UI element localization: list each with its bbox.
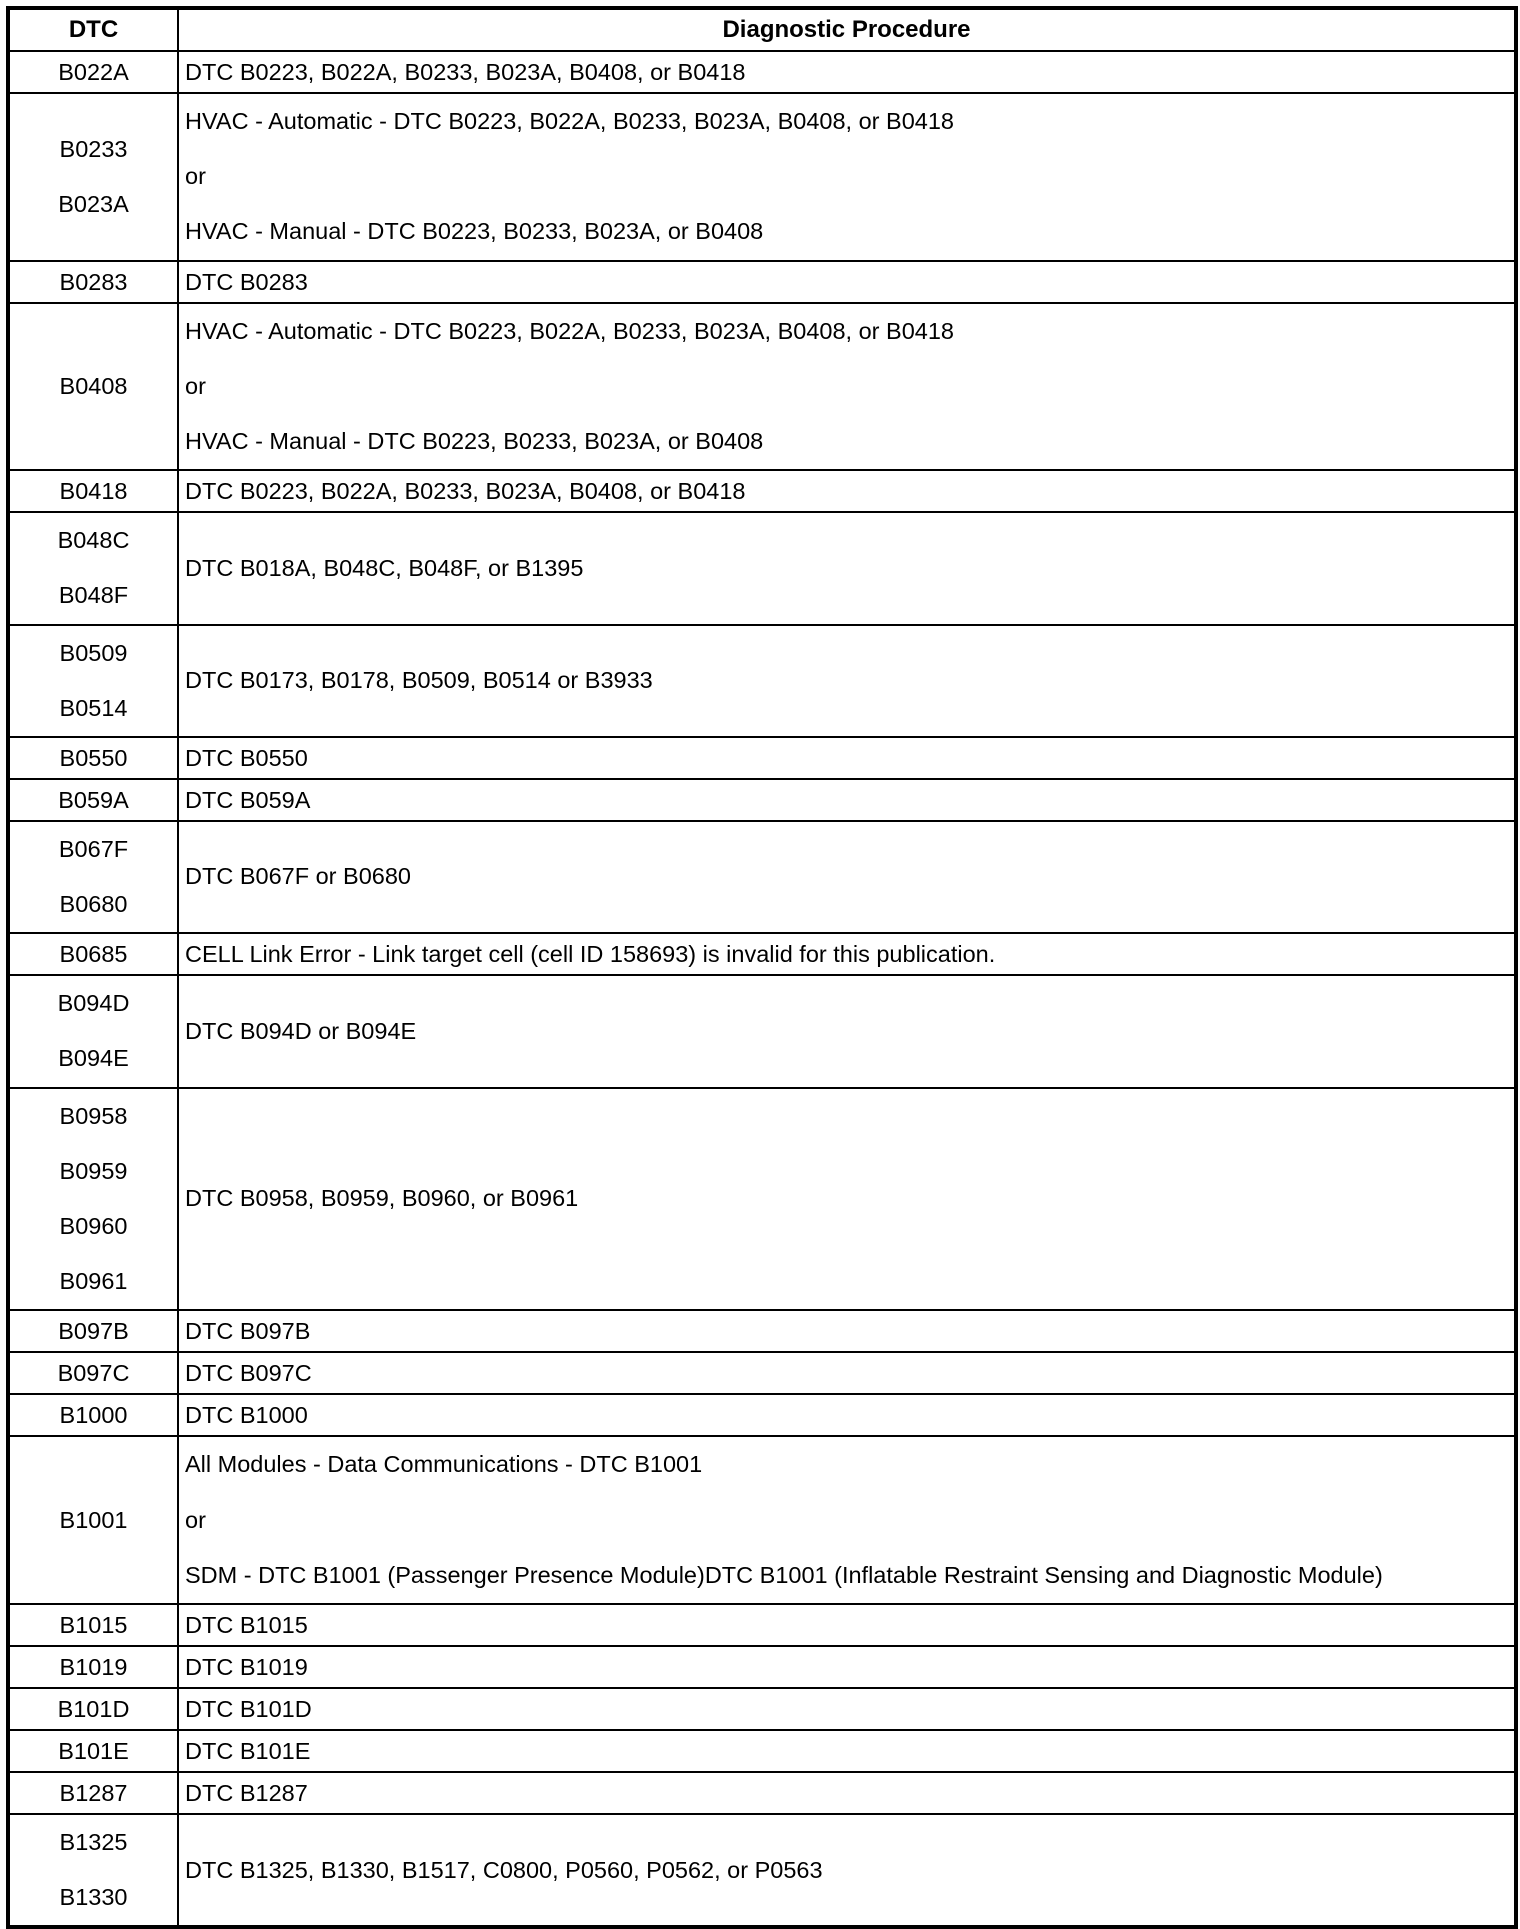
dtc-cell xyxy=(8,303,178,471)
procedure-cell xyxy=(178,779,1516,821)
dtc-code: B094D xyxy=(57,990,130,1017)
dtc-cell xyxy=(8,51,178,93)
procedure-cell xyxy=(178,1310,1516,1352)
table-row xyxy=(8,1394,1516,1436)
table-row xyxy=(8,1310,1516,1352)
procedure-cell xyxy=(178,1688,1516,1730)
dtc-cell xyxy=(8,975,178,1087)
dtc-code: B1000 xyxy=(59,1402,128,1429)
dtc-code: B067F xyxy=(58,835,129,862)
dtc-cell xyxy=(8,625,178,737)
procedure-text: DTC B018A, B048C, B048F, or B1395 xyxy=(185,554,584,581)
procedure-text: HVAC - Automatic - DTC B0223, B022A, B0233, B023A, B0408, or B0418 xyxy=(185,108,954,134)
procedure-text: DTC B067F or B0680 xyxy=(185,863,411,890)
procedure-cell xyxy=(178,625,1516,737)
table-row xyxy=(8,625,1516,737)
dtc-code: B097B xyxy=(58,1318,129,1345)
dtc-code: B0958 xyxy=(59,1102,128,1129)
procedure-text: CELL Link Error - Link target cell (cell ID 158693) is invalid for this publication. xyxy=(185,941,996,968)
table-row xyxy=(8,1688,1516,1730)
procedure-cell xyxy=(178,51,1516,93)
procedure-text: DTC B0958, B0959, B0960, or B0961 xyxy=(185,1185,579,1212)
procedure-cell xyxy=(178,1088,1516,1311)
table-row xyxy=(8,1436,1516,1604)
table-row xyxy=(8,933,1516,975)
procedure-text: DTC B097C xyxy=(185,1360,312,1387)
procedure-cell xyxy=(178,1730,1516,1772)
procedure-cell xyxy=(178,1772,1516,1814)
procedure-text: DTC B094D or B094E xyxy=(185,1017,417,1044)
table-header-row xyxy=(8,8,1516,51)
dtc-cell xyxy=(8,1394,178,1436)
procedure-text: or xyxy=(185,163,206,190)
procedure-text: or xyxy=(185,1506,206,1533)
dtc-code: B1001 xyxy=(59,1506,128,1533)
dtc-code: B1019 xyxy=(59,1653,128,1680)
procedure-text: DTC B1325, B1330, B1517, C0800, P0560, P0562, or P0563 xyxy=(185,1856,823,1883)
dtc-code: B0408 xyxy=(59,372,128,399)
table-row xyxy=(8,779,1516,821)
dtc-code: B0685 xyxy=(59,941,128,968)
dtc-code: B101E xyxy=(58,1737,129,1764)
table-row xyxy=(8,975,1516,1087)
dtc-code: B097C xyxy=(57,1360,130,1387)
dtc-code: B1287 xyxy=(59,1779,128,1806)
procedure-text: DTC B101E xyxy=(185,1737,311,1764)
procedure-cell xyxy=(178,1352,1516,1394)
dtc-code: B059A xyxy=(58,786,129,813)
table-row xyxy=(8,261,1516,303)
dtc-table xyxy=(6,6,1518,1929)
procedure-text: DTC B1019 xyxy=(185,1653,308,1680)
dtc-code: B0680 xyxy=(59,891,128,918)
dtc-cell xyxy=(8,1310,178,1352)
procedure-text: DTC B1000 xyxy=(185,1402,308,1429)
dtc-code: B0233 xyxy=(59,135,128,162)
dtc-code: B048F xyxy=(58,582,129,609)
procedure-text: HVAC - Manual - DTC B0223, B0233, B023A, or B0408 xyxy=(185,218,764,245)
procedure-cell xyxy=(178,470,1516,512)
dtc-cell xyxy=(8,779,178,821)
procedure-cell xyxy=(178,1646,1516,1688)
procedure-text: DTC B059A xyxy=(185,786,311,813)
procedure-text: DTC B0550 xyxy=(185,744,308,771)
dtc-cell xyxy=(8,1772,178,1814)
procedure-text: DTC B0223, B022A, B0233, B023A, B0408, or B0418 xyxy=(185,478,746,505)
dtc-cell xyxy=(8,1814,178,1927)
table-row xyxy=(8,303,1516,471)
procedure-text: HVAC - Manual - DTC B0223, B0233, B023A, or B0408 xyxy=(185,427,764,454)
table-row xyxy=(8,1814,1516,1927)
table-row xyxy=(8,1088,1516,1311)
dtc-code: B0959 xyxy=(59,1157,128,1184)
dtc-code: B0961 xyxy=(59,1268,128,1295)
procedure-text: DTC B0223, B022A, B0233, B023A, B0408, or B0418 xyxy=(185,59,746,85)
procedure-text: SDM - DTC B1001 (Passenger Presence Module)DTC B1001 (Inflatable Restraint Sensing and Diagnostic Module) xyxy=(185,1561,1383,1588)
table-row xyxy=(8,821,1516,933)
procedure-text: DTC B0283 xyxy=(185,268,308,295)
procedure-cell xyxy=(178,1814,1516,1927)
table-row xyxy=(8,1646,1516,1688)
procedure-cell xyxy=(178,1394,1516,1436)
dtc-code: B1330 xyxy=(59,1884,128,1911)
dtc-code: B0514 xyxy=(59,694,128,721)
table-row xyxy=(8,1772,1516,1814)
table-row xyxy=(8,93,1516,261)
dtc-code: B0283 xyxy=(59,268,128,295)
procedure-text: DTC B0173, B0178, B0509, B0514 or B3933 xyxy=(185,667,653,694)
dtc-code: B0418 xyxy=(59,478,128,505)
dtc-code: B1325 xyxy=(59,1828,128,1855)
dtc-cell xyxy=(8,1352,178,1394)
procedure-cell xyxy=(178,303,1516,471)
procedure-text: DTC B1015 xyxy=(185,1611,308,1638)
dtc-cell xyxy=(8,1646,178,1688)
dtc-cell xyxy=(8,821,178,933)
table-body xyxy=(8,51,1516,1927)
table-row xyxy=(8,1730,1516,1772)
procedure-cell xyxy=(178,93,1516,261)
dtc-cell xyxy=(8,1730,178,1772)
procedure-text: HVAC - Automatic - DTC B0223, B022A, B0233, B023A, B0408, or B0418 xyxy=(185,317,954,344)
dtc-cell xyxy=(8,512,178,624)
procedure-cell xyxy=(178,821,1516,933)
table-row xyxy=(8,51,1516,93)
header-dtc: DTC xyxy=(8,8,178,51)
table-row xyxy=(8,1352,1516,1394)
dtc-cell xyxy=(8,93,178,261)
dtc-cell xyxy=(8,1604,178,1646)
dtc-code: B023A xyxy=(58,190,129,217)
table-row xyxy=(8,1604,1516,1646)
table-row xyxy=(8,470,1516,512)
dtc-code: B048C xyxy=(57,527,130,554)
dtc-cell xyxy=(8,1436,178,1604)
table-row xyxy=(8,512,1516,624)
procedure-text: DTC B097B xyxy=(185,1318,311,1345)
header-diagnostic-procedure: Diagnostic Procedure xyxy=(178,8,1516,51)
dtc-cell xyxy=(8,933,178,975)
procedure-text: DTC B101D xyxy=(185,1695,312,1722)
procedure-cell xyxy=(178,1604,1516,1646)
procedure-text: All Modules - Data Communications - DTC B1001 xyxy=(185,1451,703,1478)
procedure-cell xyxy=(178,261,1516,303)
dtc-code: B1015 xyxy=(59,1611,128,1638)
dtc-code: B0550 xyxy=(59,744,128,771)
dtc-cell xyxy=(8,737,178,779)
dtc-code: B094E xyxy=(58,1045,129,1072)
dtc-cell xyxy=(8,261,178,303)
dtc-code: B022A xyxy=(58,59,129,85)
procedure-cell xyxy=(178,512,1516,624)
dtc-cell xyxy=(8,1088,178,1311)
dtc-code: B101D xyxy=(57,1695,130,1722)
dtc-cell xyxy=(8,470,178,512)
procedure-cell xyxy=(178,737,1516,779)
procedure-cell xyxy=(178,975,1516,1087)
procedure-cell xyxy=(178,933,1516,975)
dtc-code: B0960 xyxy=(59,1213,128,1239)
dtc-code: B0509 xyxy=(59,639,128,666)
dtc-cell xyxy=(8,1688,178,1730)
table-row xyxy=(8,737,1516,779)
procedure-text: or xyxy=(185,372,206,399)
procedure-text: DTC B1287 xyxy=(185,1779,308,1806)
procedure-cell xyxy=(178,1436,1516,1604)
